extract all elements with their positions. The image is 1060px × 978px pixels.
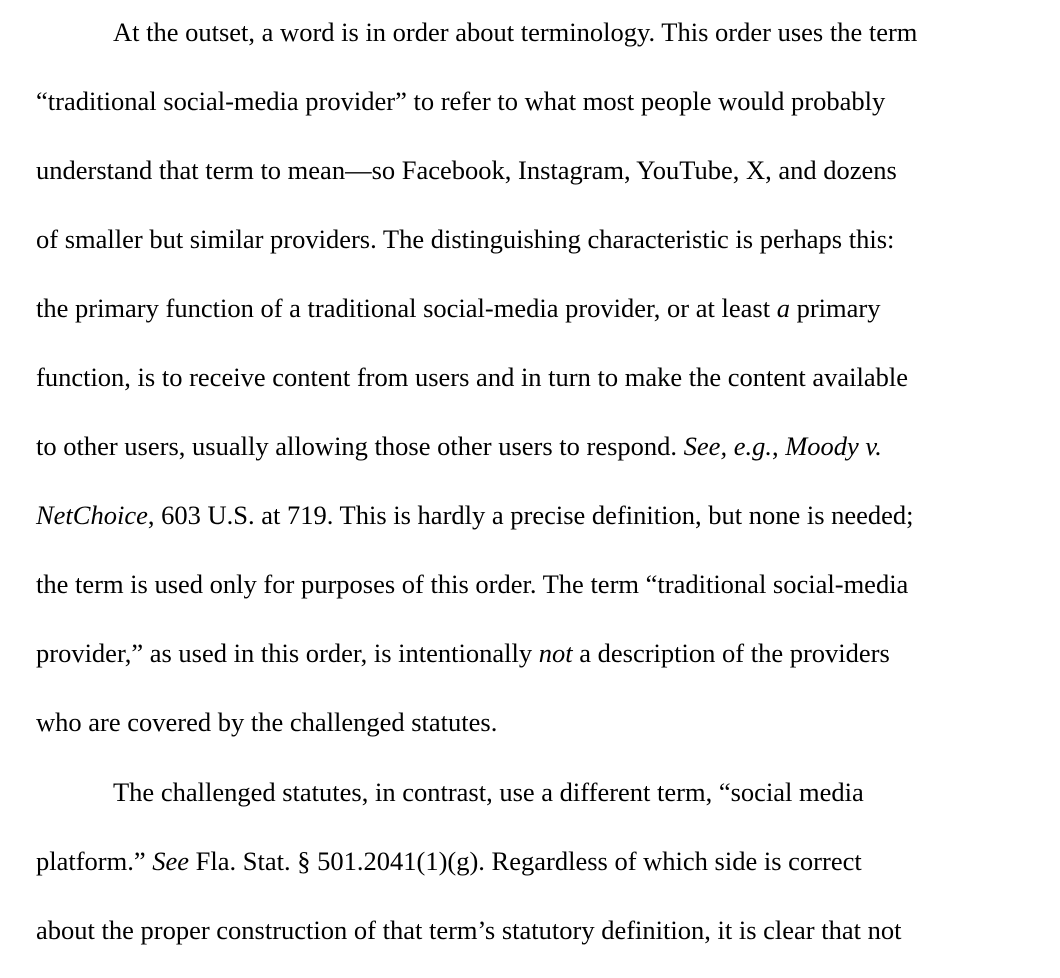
paragraph-1-line-2: “traditional social-media provider” to refer to what most people would probably: [36, 86, 886, 116]
case-name: NetChoice: [36, 500, 148, 530]
citation-signal: See: [152, 846, 190, 876]
paragraph-1-line-6: function, is to receive content from users and in turn to make the content available: [36, 362, 909, 392]
paragraph-2-line-3: about the proper construction of that term’s statutory definition, it is clear that not: [36, 915, 902, 945]
paragraph-1-line-5: the primary function of a traditional social-media provider, or at least a primary: [36, 293, 881, 323]
paragraph-1-line-4: of smaller but similar providers. The distinguishing characteristic is perhaps this:: [36, 224, 895, 254]
paragraph-1-line-8: NetChoice, 603 U.S. at 719. This is hardly a precise definition, but none is needed;: [36, 500, 914, 530]
paragraph-2-line-1: The challenged statutes, in contrast, use a different term, “social media: [113, 777, 864, 807]
paragraph-1-line-11: who are covered by the challenged statutes.: [36, 707, 498, 737]
paragraph-1-line-3: understand that term to mean—so Facebook, Instagram, YouTube, X, and dozens: [36, 155, 897, 185]
emphasis: not: [538, 638, 573, 668]
case-name: Moody v.: [785, 431, 882, 461]
citation-signal: See, e.g.: [683, 431, 772, 461]
paragraph-1-line-9: the term is used only for purposes of this order. The term “traditional social-media: [36, 569, 909, 599]
emphasis: a: [776, 293, 790, 323]
paragraph-2-line-2: platform.” See Fla. Stat. § 501.2041(1)(g). Regardless of which side is correct: [36, 846, 862, 876]
paragraph-1-line-10: provider,” as used in this order, is intentionally not a description of the providers: [36, 638, 890, 668]
paragraph-1-line-1: At the outset, a word is in order about terminology. This order uses the term: [113, 17, 918, 47]
paragraph-1-line-7: to other users, usually allowing those other users to respond. See, e.g., Moody v.: [36, 431, 882, 461]
